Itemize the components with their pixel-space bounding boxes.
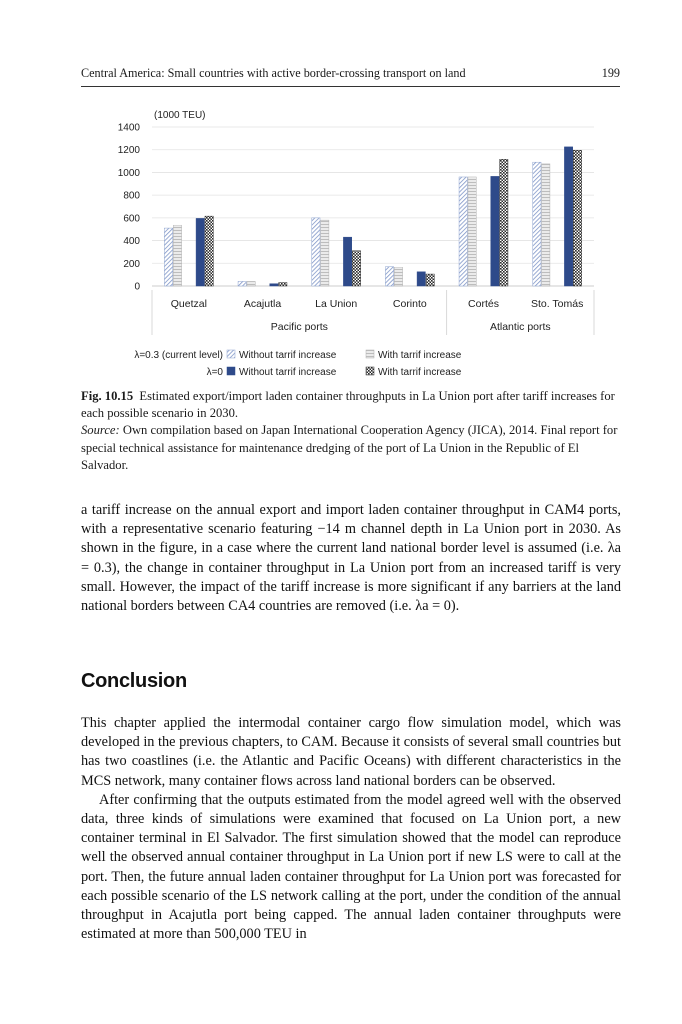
body-section — [81, 714, 621, 944]
bar — [238, 281, 246, 286]
legend-swatch — [366, 367, 374, 375]
bar — [312, 218, 320, 286]
bar — [279, 283, 287, 286]
legend-swatch — [366, 350, 374, 358]
figure-label: Fig. 10.15 — [81, 389, 134, 403]
bar — [196, 218, 204, 286]
legend-row-label: λ=0 — [206, 367, 223, 378]
bar — [459, 177, 467, 286]
port-group-labels — [152, 290, 594, 335]
page-number: 199 — [601, 66, 620, 80]
body-paragraph-1 — [81, 501, 621, 616]
bar-chart — [80, 100, 620, 385]
bar — [426, 274, 434, 286]
y-tick-label: 1000 — [117, 167, 140, 179]
x-axis-label: Acajutla — [243, 298, 282, 310]
paragraph-1: a tariff increase on the annual export and import laden container throughput in CAM4 ports, with a representative scenario featuring −14 m channel depth in La Union port in 2030. As shown in the figure, in a case where the current land national border level is assumed (i.e. λa = 0.3), the change in container throughput in La Union port from an increased tariff is very small. However, the impact of the tariff increase is more significant if any barriers at the land national borders between CA4 countries are removed (i.e. λa = 0). — [81, 502, 621, 615]
running-head-title: Central America: Small countries with active border-crossing transport on land — [81, 66, 466, 80]
bar — [173, 225, 181, 286]
bar — [247, 281, 255, 286]
x-axis-label: Cortés — [468, 298, 499, 310]
group-label: Atlantic ports — [489, 321, 551, 333]
legend-item-label: With tarrif increase — [378, 350, 462, 361]
bar — [533, 162, 541, 286]
legend-swatch — [227, 367, 235, 375]
paragraph-3: After confirming that the outputs estimated from the model agreed well with the observed data, three kinds of simulations were examined that focused on La Union port, a new container terminal in El Salvador. The first simulation showed that the model can reproduce well the observed annual container throughput in La Union port if new LS were to call at the port. Then, the future annual laden container throughput for La Union port was forecasted for each possible scenario of the LS network calling at the port, under the condition of the annual throughput in Acajutla port being capped. The annual laden container throughputs were estimated at more than 500,000 TEU in — [81, 791, 621, 943]
bar — [343, 237, 351, 286]
bar — [417, 272, 425, 286]
bar — [321, 220, 329, 286]
x-axis-label: Corinto — [392, 298, 427, 310]
header-rule — [81, 86, 620, 87]
x-axis-label: Sto. Tomás — [530, 298, 584, 310]
group-label: Pacific ports — [270, 321, 328, 333]
paragraph-2: This chapter applied the intermodal container cargo flow simulation model, which was developed in the previous chapters, to CAM. Because it consists of several small countries but has two coastlines (i.e. the Atlantic and Pacific Oceans) with different characteristics in the MCS network, many container flows across land national borders can be observed. — [81, 715, 621, 789]
bar — [491, 176, 499, 286]
y-tick-label: 200 — [123, 258, 140, 270]
bar — [564, 147, 572, 286]
legend-item-label: Without tarrif increase — [239, 367, 337, 378]
bars — [164, 147, 581, 286]
bar — [573, 150, 581, 286]
bar — [352, 251, 360, 286]
section-heading: Conclusion — [81, 670, 187, 692]
bar — [500, 159, 508, 286]
legend — [134, 350, 461, 378]
running-head — [81, 66, 620, 84]
gridlines — [152, 127, 594, 286]
x-axis-label: Quetzal — [170, 298, 207, 310]
legend-row-label: λ=0.3 (current level) — [134, 350, 223, 361]
legend-swatch — [227, 350, 235, 358]
source-label: Source: — [81, 423, 120, 438]
y-tick-label: 800 — [123, 190, 140, 202]
bar — [164, 228, 172, 286]
bar — [468, 177, 476, 286]
y-tick-label: 600 — [123, 213, 140, 225]
chart-unit-label: (1000 TEU) — [154, 110, 206, 121]
bar — [542, 164, 550, 286]
bar — [394, 267, 402, 286]
x-axis-labels — [171, 298, 584, 310]
caption-main — [81, 388, 621, 422]
bar — [385, 267, 393, 286]
caption-source — [81, 422, 621, 474]
x-axis-label: La Union — [315, 298, 358, 310]
source-text: Own compilation based on Japan International Cooperation Agency (JICA), 2014. Final report for special technical assistance for maintenance dredging of the port of La Union in the Republic of El Salvador. — [81, 423, 618, 472]
y-tick-label: 400 — [123, 236, 140, 248]
bar — [205, 216, 213, 286]
y-tick-label: 0 — [134, 281, 140, 293]
y-tick-label: 1400 — [117, 122, 140, 134]
y-tick-label: 1200 — [117, 145, 140, 157]
figure-caption — [81, 388, 621, 474]
y-axis-ticks — [118, 123, 141, 293]
legend-item-label: Without tarrif increase — [239, 350, 337, 361]
bar — [270, 284, 278, 286]
legend-item-label: With tarrif increase — [378, 367, 462, 378]
caption-text: Estimated export/import laden container throughputs in La Union port after tariff increases for each possible scenario in 2030. — [81, 389, 615, 421]
